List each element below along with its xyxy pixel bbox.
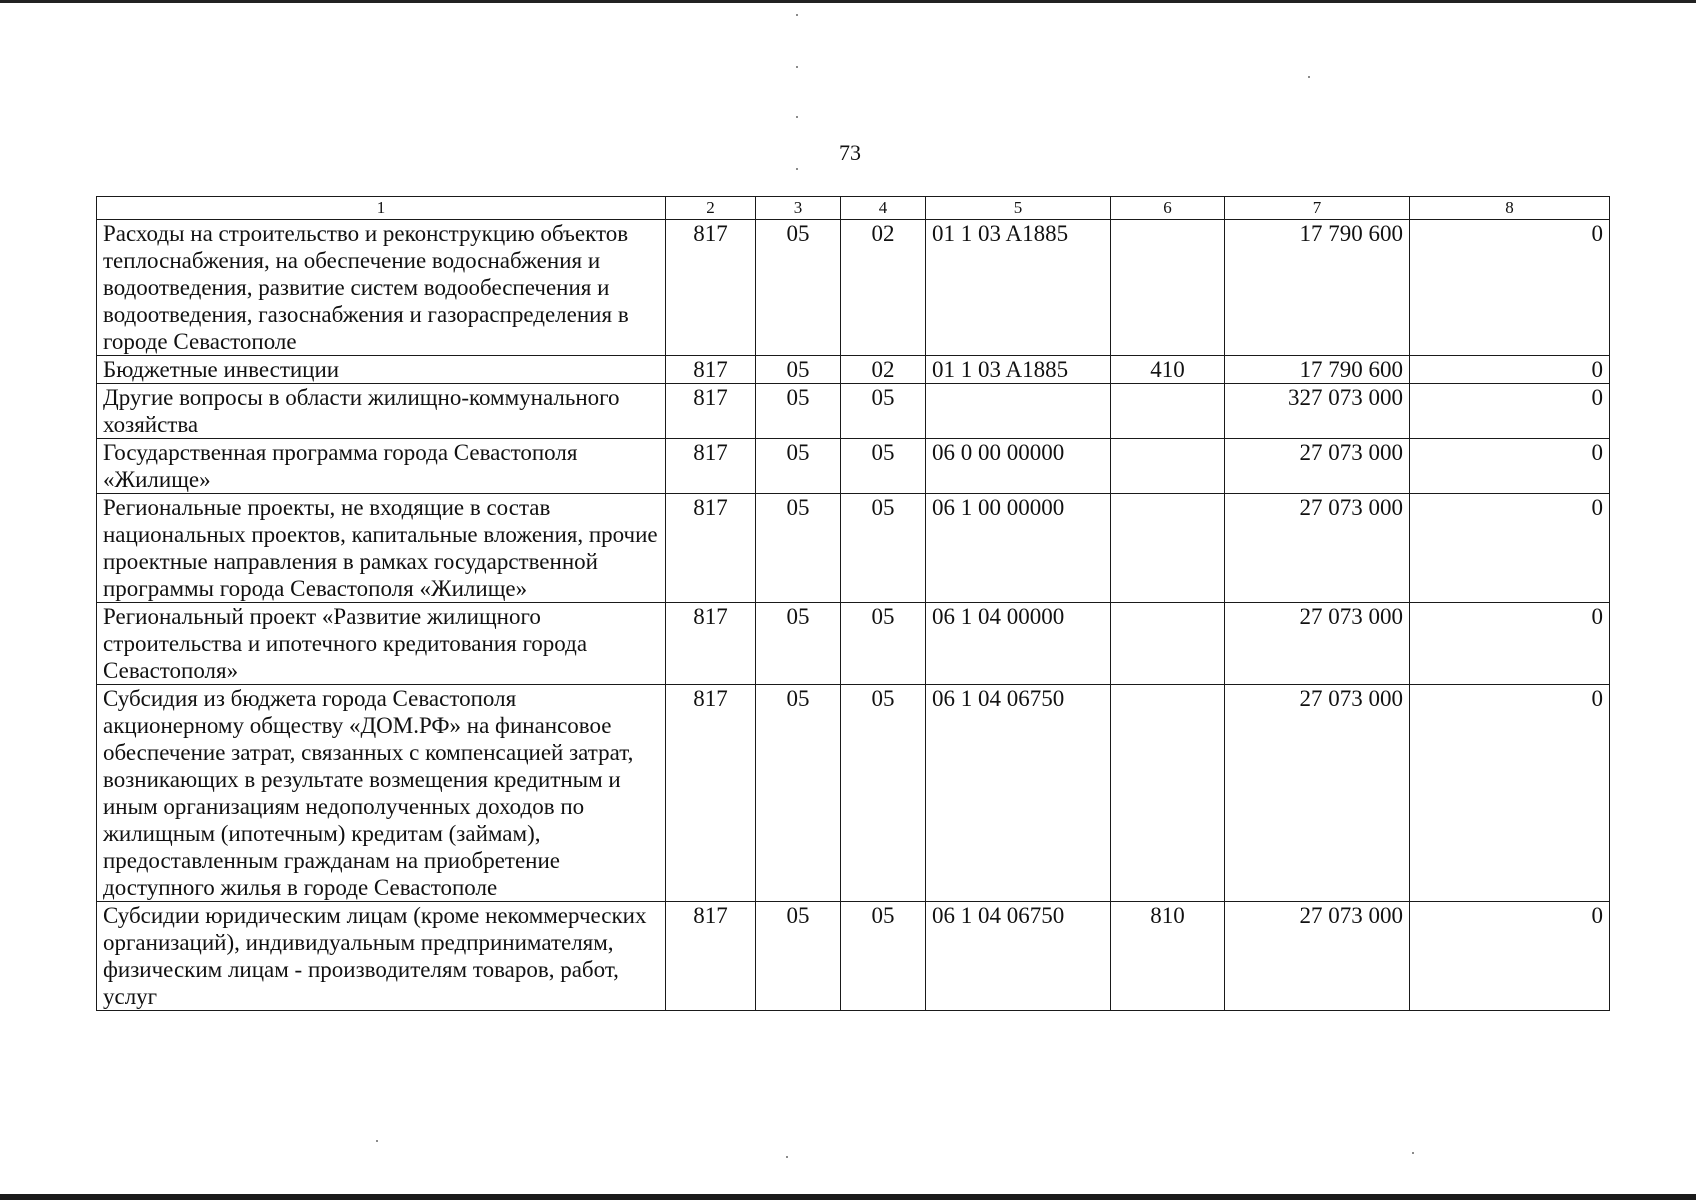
row-target-code: 06 1 04 00000 — [926, 603, 1111, 685]
header-row — [97, 197, 1610, 220]
row-name: Субсидия из бюджета города Севастополя акционерному обществу «ДОМ.РФ» на финансовое обеспечение затрат, связанных с компенсацией затрат, возникающих в результате возмещения кредитным и иным организациям недополученных доходов по жилищным (ипотечным) кредитам (займам), предоставленным гражданам на приобретение доступного жилья в городе Севастополе — [97, 685, 666, 902]
page-number: 73 — [839, 140, 861, 165]
row-name: Другие вопросы в области жилищно-коммунального хозяйства — [97, 384, 666, 439]
row-amount-2: 0 — [1410, 685, 1610, 902]
scan-speck — [1412, 1152, 1414, 1154]
row-subsection: 05 — [841, 494, 926, 603]
row-subsection: 05 — [841, 902, 926, 1011]
scan-top-edge — [0, 0, 1696, 3]
row-amount-2: 0 — [1410, 384, 1610, 439]
header-cell: 8 — [1410, 197, 1610, 220]
row-expense-type: 810 — [1111, 902, 1225, 1011]
row-name: Бюджетные инвестиции — [97, 356, 666, 384]
table-row — [97, 494, 1610, 603]
row-admin-code: 817 — [666, 902, 756, 1011]
row-amount: 27 073 000 — [1225, 439, 1410, 494]
row-name: Государственная программа города Севастополя «Жилище» — [97, 439, 666, 494]
row-amount-2: 0 — [1410, 439, 1610, 494]
header-cell: 4 — [841, 197, 926, 220]
row-expense-type: 410 — [1111, 356, 1225, 384]
row-admin-code: 817 — [666, 494, 756, 603]
row-name: Расходы на строительство и реконструкцию объектов теплоснабжения, на обеспечение водоснабжения и водоотведения, развитие систем водообеспечения и водоотведения, газоснабжения и газораспределения в городе Севастополе — [97, 220, 666, 356]
row-subsection: 05 — [841, 439, 926, 494]
row-subsection: 02 — [841, 220, 926, 356]
row-section: 05 — [756, 356, 841, 384]
header-cell: 2 — [666, 197, 756, 220]
row-amount: 27 073 000 — [1225, 685, 1410, 902]
scan-speck — [786, 1156, 788, 1158]
budget-table — [96, 196, 1610, 1011]
row-expense-type — [1111, 685, 1225, 902]
table-row — [97, 220, 1610, 356]
row-section: 05 — [756, 439, 841, 494]
row-amount-2: 0 — [1410, 356, 1610, 384]
row-admin-code: 817 — [666, 603, 756, 685]
row-subsection: 05 — [841, 685, 926, 902]
table-row — [97, 384, 1610, 439]
row-name: Субсидии юридическим лицам (кроме некоммерческих организаций), индивидуальным предпринимателям, физическим лицам - производителям товаров, работ, услуг — [97, 902, 666, 1011]
row-subsection: 02 — [841, 356, 926, 384]
scan-speck — [796, 66, 798, 68]
row-admin-code: 817 — [666, 384, 756, 439]
row-target-code: 06 1 04 06750 — [926, 685, 1111, 902]
row-amount: 327 073 000 — [1225, 384, 1410, 439]
row-amount: 27 073 000 — [1225, 603, 1410, 685]
row-admin-code: 817 — [666, 685, 756, 902]
scan-speck — [796, 116, 798, 118]
table-row — [97, 685, 1610, 902]
row-section: 05 — [756, 384, 841, 439]
row-expense-type — [1111, 384, 1225, 439]
row-target-code: 06 1 00 00000 — [926, 494, 1111, 603]
row-target-code — [926, 384, 1111, 439]
row-target-code: 06 0 00 00000 — [926, 439, 1111, 494]
scan-bottom-edge — [0, 1194, 1696, 1200]
row-amount: 27 073 000 — [1225, 902, 1410, 1011]
row-target-code: 06 1 04 06750 — [926, 902, 1111, 1011]
row-expense-type — [1111, 603, 1225, 685]
table-row — [97, 902, 1610, 1011]
row-subsection: 05 — [841, 603, 926, 685]
header-cell: 6 — [1111, 197, 1225, 220]
row-section: 05 — [756, 220, 841, 356]
scan-speck — [376, 1140, 378, 1142]
scan-speck — [796, 168, 798, 170]
row-amount-2: 0 — [1410, 494, 1610, 603]
header-cell: 7 — [1225, 197, 1410, 220]
row-amount-2: 0 — [1410, 603, 1610, 685]
row-admin-code: 817 — [666, 220, 756, 356]
row-amount: 27 073 000 — [1225, 494, 1410, 603]
row-amount-2: 0 — [1410, 902, 1610, 1011]
row-target-code: 01 1 03 A1885 — [926, 220, 1111, 356]
row-expense-type — [1111, 494, 1225, 603]
table-row — [97, 356, 1610, 384]
table-row — [97, 603, 1610, 685]
row-admin-code: 817 — [666, 356, 756, 384]
scan-speck — [1308, 76, 1310, 78]
header-cell: 3 — [756, 197, 841, 220]
scan-speck — [796, 14, 798, 16]
row-section: 05 — [756, 494, 841, 603]
header-cell: 5 — [926, 197, 1111, 220]
row-section: 05 — [756, 902, 841, 1011]
row-name: Региональные проекты, не входящие в состав национальных проектов, капитальные вложения, прочие проектные направления в рамках государственной программы города Севастополя «Жилище» — [97, 494, 666, 603]
table-row — [97, 439, 1610, 494]
row-name: Региональный проект «Развитие жилищного строительства и ипотечного кредитования города Севастополя» — [97, 603, 666, 685]
row-subsection: 05 — [841, 384, 926, 439]
row-amount-2: 0 — [1410, 220, 1610, 356]
row-expense-type — [1111, 439, 1225, 494]
row-target-code: 01 1 03 A1885 — [926, 356, 1111, 384]
row-section: 05 — [756, 603, 841, 685]
row-amount: 17 790 600 — [1225, 220, 1410, 356]
header-cell: 1 — [97, 197, 666, 220]
row-section: 05 — [756, 685, 841, 902]
row-amount: 17 790 600 — [1225, 356, 1410, 384]
row-admin-code: 817 — [666, 439, 756, 494]
row-expense-type — [1111, 220, 1225, 356]
